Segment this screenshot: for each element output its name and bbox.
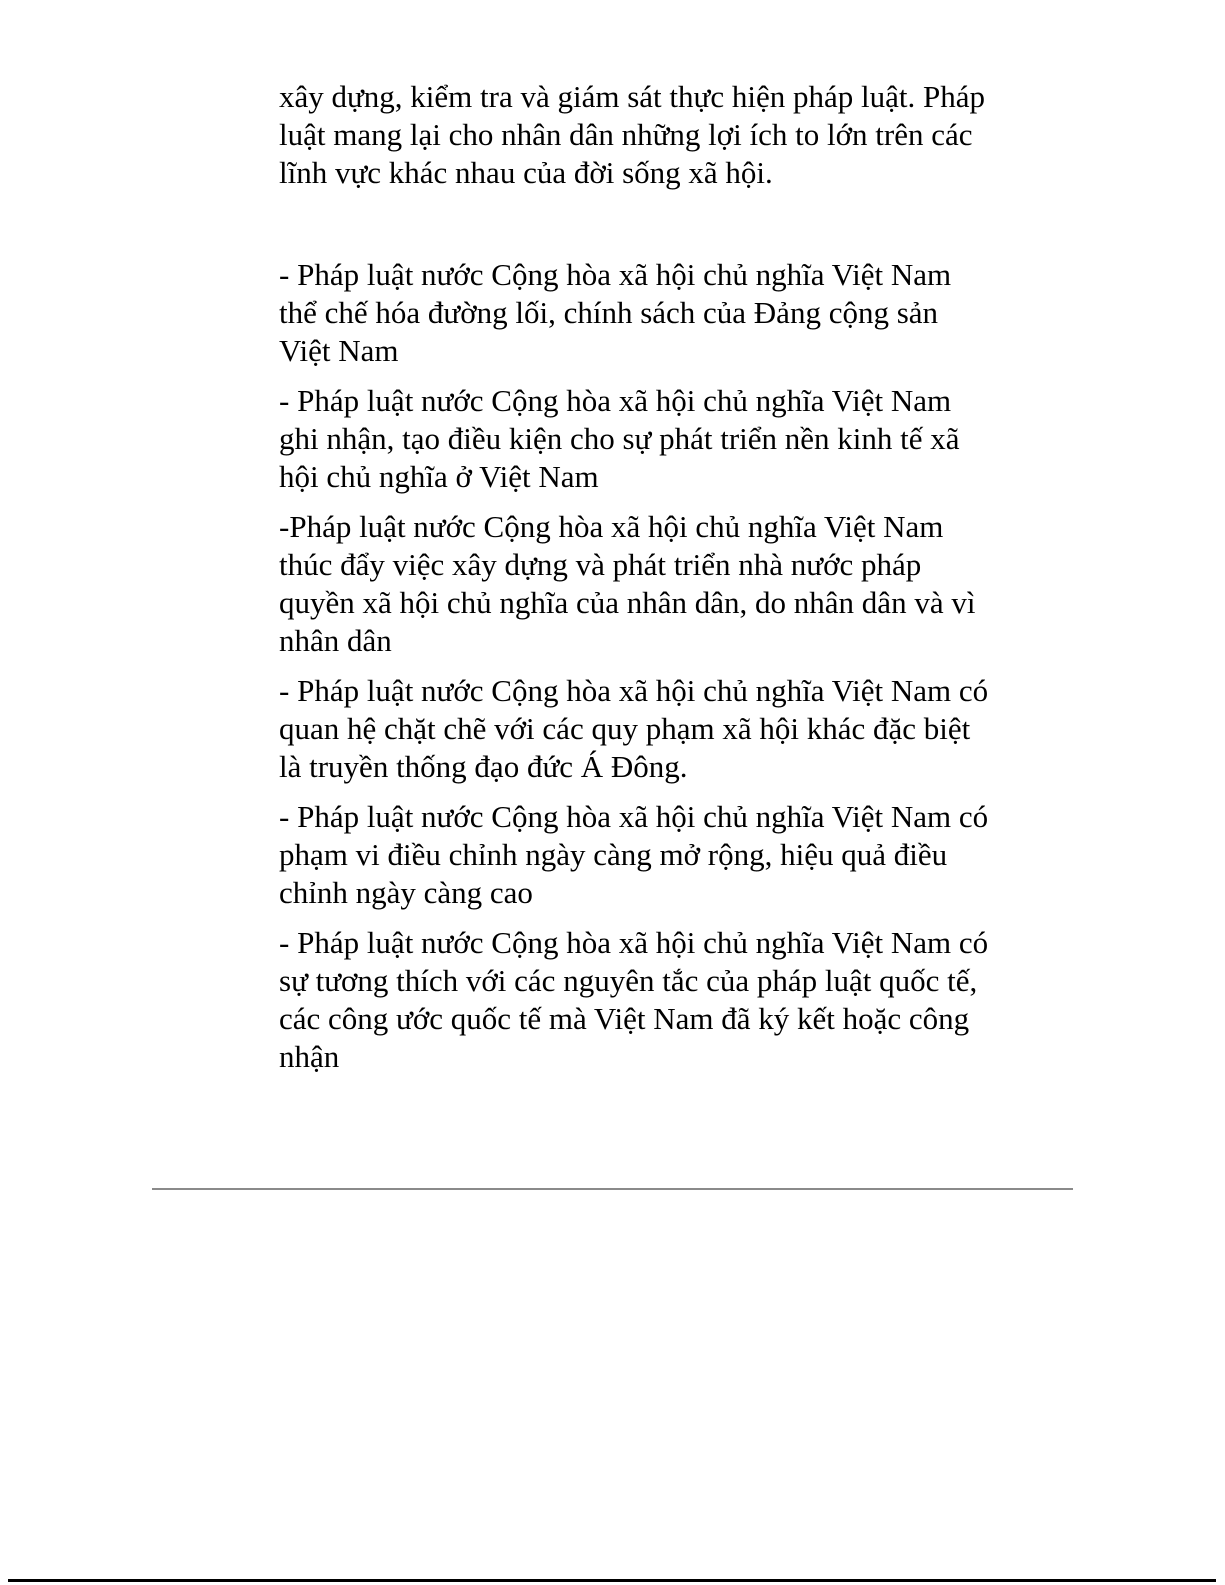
paragraph-bullet-4: - Pháp luật nước Cộng hòa xã hội chủ nghĩa Việt Nam có quan hệ chặt chẽ với các quy phạm xã hội khác đặc biệt là truyền thống đạo đức Á Đông. bbox=[279, 673, 989, 784]
paragraph-bullet-3: -Pháp luật nước Cộng hòa xã hội chủ nghĩa Việt Nam thúc đẩy việc xây dựng và phát triển nhà nước pháp quyền xã hội chủ nghĩa của nhân dân, do nhân dân và vì nhân dân bbox=[279, 509, 976, 658]
paragraph-bullet-1: - Pháp luật nước Cộng hòa xã hội chủ nghĩa Việt Nam thể chế hóa đường lối, chính sách của Đảng cộng sản Việt Nam bbox=[279, 257, 952, 368]
horizontal-rule-divider bbox=[152, 1188, 1073, 1190]
document-page bbox=[279, 78, 991, 1088]
paragraph-continuation: xây dựng, kiểm tra và giám sát thực hiện pháp luật. Pháp luật mang lại cho nhân dân những lợi ích to lớn trên các lĩnh vực khác nhau của đời sống xã hội. bbox=[279, 79, 985, 190]
paragraph-bullet-5: - Pháp luật nước Cộng hòa xã hội chủ nghĩa Việt Nam có phạm vi điều chỉnh ngày càng mở rộng, hiệu quả điều chỉnh ngày càng cao bbox=[279, 799, 989, 910]
paragraph-bullet-2: - Pháp luật nước Cộng hòa xã hội chủ nghĩa Việt Nam ghi nhận, tạo điều kiện cho sự phát triển nền kinh tế xã hội chủ nghĩa ở Việt Nam bbox=[279, 383, 960, 494]
paragraph-bullet-6: - Pháp luật nước Cộng hòa xã hội chủ nghĩa Việt Nam có sự tương thích với các nguyên tắc của pháp luật quốc tế, các công ước quốc tế mà Việt Nam đã ký kết hoặc công nhận bbox=[279, 925, 989, 1074]
blank-line-spacer bbox=[279, 204, 991, 256]
bottom-edge-bar bbox=[8, 1579, 1216, 1582]
